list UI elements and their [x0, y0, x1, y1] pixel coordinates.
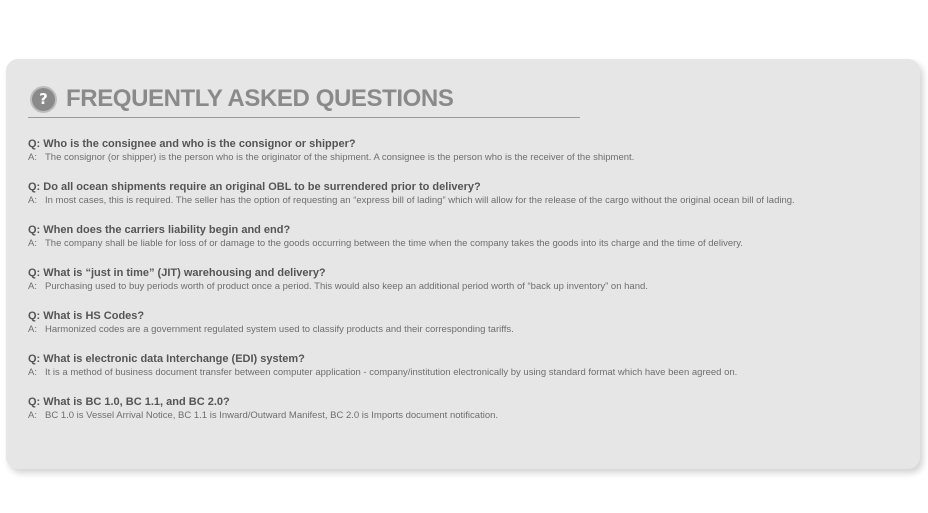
faq-question: Q: What is HS Codes? — [28, 310, 145, 322]
answer-prefix: A: — [28, 152, 37, 163]
faq-answer-text: In most cases, this is required. The seller has the option of requesting an “express bill of lading” which will allow for the release of the cargo without the original ocean bill of lading. — [45, 195, 795, 206]
faq-question: Q: What is electronic data Interchange (EDI) system? — [28, 353, 305, 365]
faq-question: Q: What is “just in time” (JIT) warehousing and delivery? — [28, 267, 326, 279]
faq-answer — [28, 194, 914, 208]
faq-question: Q: What is BC 1.0, BC 1.1, and BC 2.0? — [28, 396, 230, 408]
faq-answer — [28, 323, 914, 337]
answer-prefix: A: — [28, 324, 37, 335]
faq-header — [32, 85, 453, 113]
faq-answer — [28, 151, 914, 165]
faq-item — [28, 352, 914, 395]
faq-answer — [28, 409, 914, 423]
faq-question: Q: Who is the consignee and who is the consignor or shipper? — [28, 138, 356, 150]
question-circle-icon: ? — [32, 88, 55, 111]
faq-item — [28, 137, 914, 180]
answer-prefix: A: — [28, 195, 37, 206]
faq-answer-text: BC 1.0 is Vessel Arrival Notice, BC 1.1 is Inward/Outward Manifest, BC 2.0 is Imports document notification. — [45, 410, 499, 421]
faq-item — [28, 223, 914, 266]
faq-item — [28, 395, 914, 438]
faq-question: Q: When does the carriers liability begin and end? — [28, 224, 291, 236]
answer-prefix: A: — [28, 367, 37, 378]
answer-prefix: A: — [28, 238, 37, 249]
faq-answer-text: Purchasing used to buy periods worth of product once a period. This would also keep an additional period worth of “back up inventory” on hand. — [45, 281, 648, 292]
faq-answer-text: The consignor (or shipper) is the person who is the originator of the shipment. A consignee is the person who is the receiver of the shipment. — [45, 152, 635, 163]
faq-title: FREQUENTLY ASKED QUESTIONS — [66, 85, 454, 112]
faq-answer-text: Harmonized codes are a government regulated system used to classify products and their corresponding tariffs. — [45, 324, 514, 335]
faq-answer-text: It is a method of business document transfer between computer application - company/institution electronically by using standard format which have been agreed on. — [45, 367, 738, 378]
answer-prefix: A: — [28, 410, 37, 421]
faq-answer — [28, 366, 914, 380]
faq-list — [28, 137, 914, 438]
faq-answer — [28, 280, 914, 294]
header-divider — [28, 117, 580, 118]
answer-prefix: A: — [28, 281, 37, 292]
faq-item — [28, 266, 914, 309]
faq-answer-text: The company shall be liable for loss of or damage to the goods occurring between the time when the company takes the goods into its charge and the time of delivery. — [45, 238, 743, 249]
faq-panel — [6, 59, 920, 469]
faq-item — [28, 309, 914, 352]
faq-item — [28, 180, 914, 223]
faq-question: Q: Do all ocean shipments require an original OBL to be surrendered prior to delivery? — [28, 181, 481, 193]
faq-answer — [28, 237, 914, 251]
